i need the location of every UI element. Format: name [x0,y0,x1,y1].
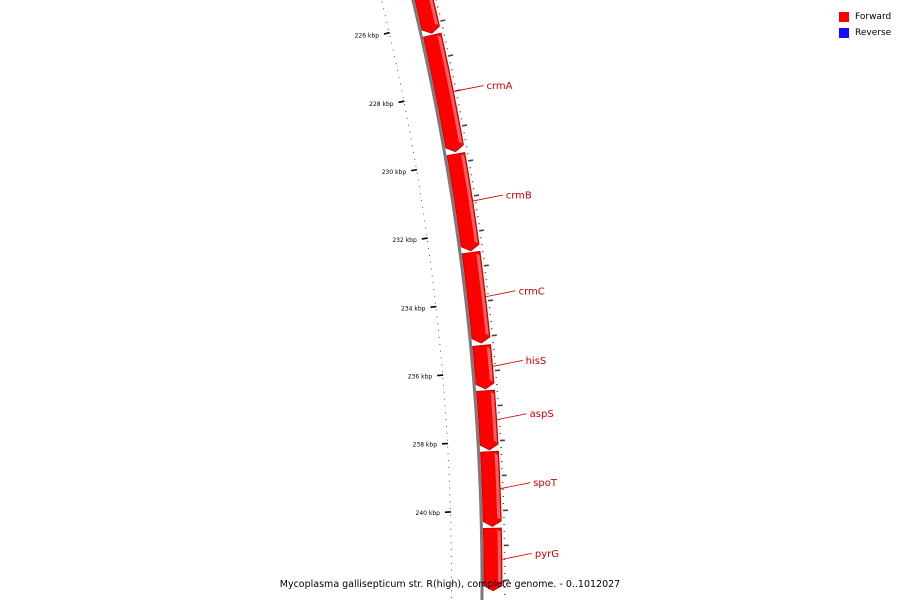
major-tick-label: 226 kbp [354,32,380,40]
legend-label-forward: Forward [855,12,892,22]
major-tick-label: 234 kbp [400,305,426,313]
legend-item-forward [839,9,891,25]
gene-label: spoT [533,478,557,490]
gene-leader-line [500,483,530,489]
gene-leader-line [497,414,527,420]
ring-tick [479,230,484,231]
gene-leader-line [486,291,516,297]
gene-leader-line [453,86,483,92]
major-tick-label: 236 kbp [407,373,433,381]
ring-tick [484,265,489,266]
ring-tick [462,125,467,126]
major-tick-label: 232 kbp [392,237,417,245]
major-tick-label: 228 kbp [369,100,394,108]
major-tick [430,307,436,308]
legend-label-reverse: Reverse [855,28,892,38]
gene-label: aspS [529,409,554,421]
gene-label: crmA [486,81,513,93]
major-tick-label: 238 kbp [412,441,438,449]
ring-tick [474,195,479,196]
legend-item-reverse [839,25,891,41]
major-tick [437,375,443,376]
ring-tick [488,300,493,301]
major-tick-label: 240 kbp [415,509,440,517]
major-tick [384,33,390,34]
reverse-swatch [839,28,849,38]
gene-label: hisS [525,355,547,367]
forward-swatch [839,12,849,22]
gene-leader-line [502,553,532,559]
major-tick [399,101,405,102]
gene-leader-line [493,360,523,366]
ring-tick [440,20,445,21]
gene-label: pyrG [534,548,560,560]
major-tick [422,238,428,239]
ring-tick [448,55,453,56]
gene-label: crmB [505,190,532,202]
map-caption: Mycoplasma gallisepticum str. R(high), complete genome. - 0..1012027 [279,579,621,590]
major-tick-label: 230 kbp [381,168,407,176]
gene-label: crmC [518,286,545,298]
legend [839,9,891,41]
major-tick [411,170,417,171]
ring-tick [468,160,473,161]
